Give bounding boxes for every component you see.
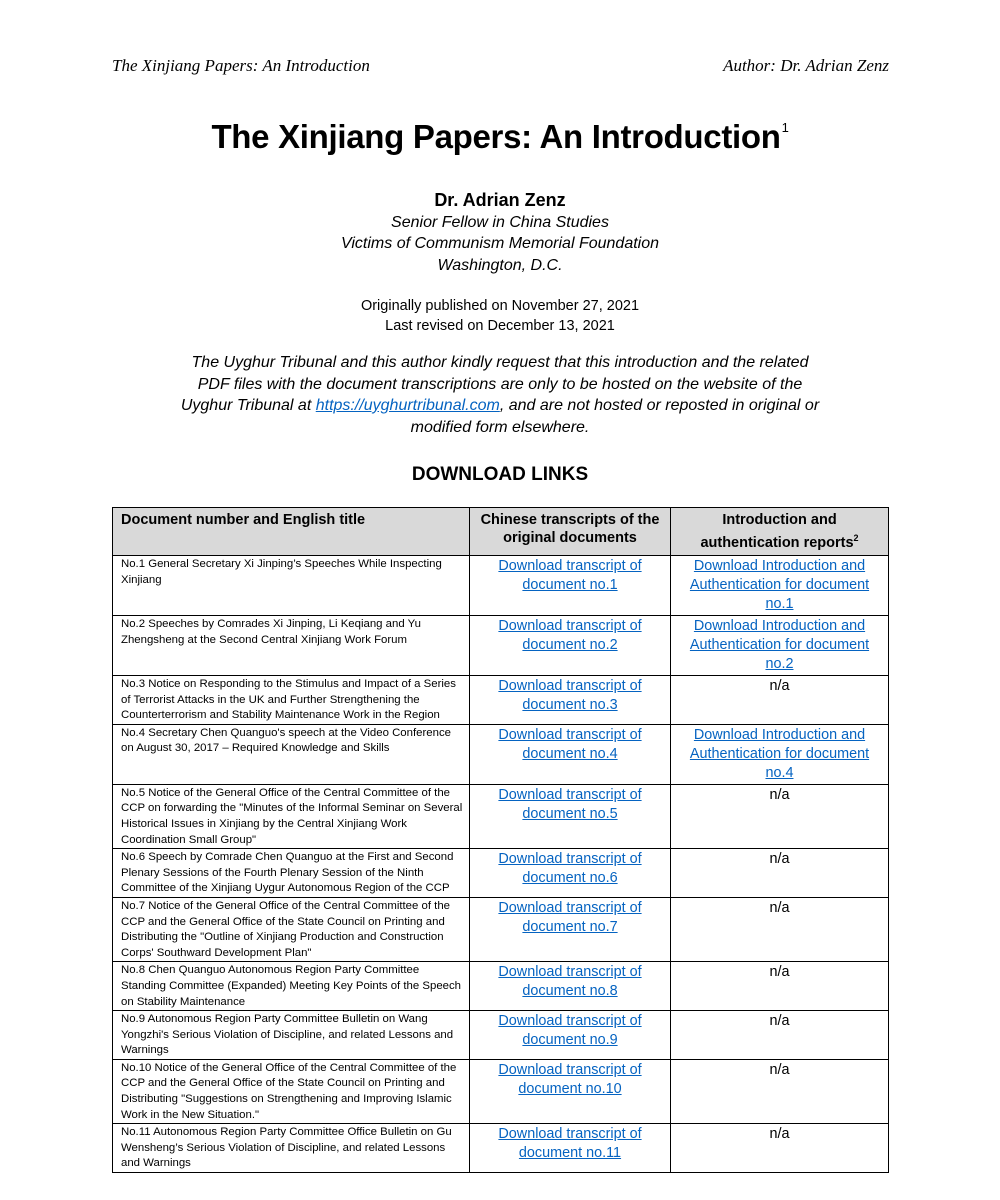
header-document-title (113, 508, 470, 556)
transcript-cell (470, 897, 671, 961)
notice-text-after: , and are not hosted or reposted in original or modified form elsewhere. (410, 397, 820, 436)
report-not-available: n/a (769, 964, 790, 981)
report-not-available: n/a (769, 899, 790, 916)
download-transcript-link[interactable]: Download transcript of document no.8 (498, 964, 642, 1000)
download-transcript-link[interactable]: Download transcript of document no.1 (498, 558, 642, 593)
transcript-cell (470, 784, 671, 848)
download-links-heading: DOWNLOAD LINKS (411, 464, 589, 485)
publication-dates (0, 296, 1000, 336)
download-transcript-link[interactable]: Download transcript of document no.11 (498, 1126, 642, 1162)
table-row (113, 897, 889, 961)
document-title-cell: No.6 Speech by Comrade Chen Quanguo at the First and Second Plenary Sessions of the Fourth Plenary Session of the Ninth Committee of the Xinjiang Uygur Autonomous Region of the CCP (113, 849, 470, 898)
running-header-left: The Xinjiang Papers: An Introduction (112, 56, 370, 75)
document-title-cell: No.2 Speeches by Comrades Xi Jinping, Li Keqiang and Yu Zhengsheng at the Second Central Xinjiang Work Forum (113, 616, 470, 676)
report-cell (671, 1011, 889, 1060)
running-header (112, 56, 889, 76)
report-not-available: n/a (769, 786, 790, 803)
download-transcript-link[interactable]: Download transcript of document no.2 (498, 618, 642, 653)
table-row (113, 1011, 889, 1060)
download-report-link[interactable]: Download Introduction and Authentication for document no.2 (689, 618, 870, 672)
published-date: Originally published on November 27, 2021 (360, 298, 640, 314)
table-row (113, 1059, 889, 1123)
document-title-text: The Xinjiang Papers: An Introduction (211, 118, 781, 155)
author-block (0, 190, 1000, 276)
header-transcripts-text: Chinese transcripts of the original documents (480, 512, 660, 546)
download-report-link[interactable]: Download Introduction and Authentication for document no.4 (689, 726, 870, 781)
table-row (113, 676, 889, 725)
report-not-available: n/a (769, 851, 790, 868)
document-title (0, 118, 1000, 156)
report-not-available: n/a (769, 678, 790, 694)
author-position: Senior Fellow in China Studies (391, 213, 609, 231)
table-row (113, 1124, 889, 1173)
table-row (113, 849, 889, 898)
header-reports-footnote[interactable]: 2 (853, 533, 859, 543)
table-row (113, 962, 889, 1011)
report-cell (671, 897, 889, 961)
document-title-cell: No.9 Autonomous Region Party Committee Bulletin on Wang Yongzhi's Serious Violation of Discipline, and related Lessons and Warnings (113, 1011, 470, 1060)
header-transcripts (470, 508, 671, 556)
table-row (113, 784, 889, 848)
header-document-title-text: Document number and English title (121, 512, 366, 528)
download-links-table (112, 507, 889, 1173)
document-title-cell: No.1 General Secretary Xi Jinping’s Speeches While Inspecting Xinjiang (113, 556, 470, 616)
download-transcript-link[interactable]: Download transcript of document no.10 (498, 1061, 642, 1097)
download-transcript-link[interactable]: Download transcript of document no.5 (498, 786, 642, 822)
transcript-cell (470, 1059, 671, 1123)
transcript-cell (470, 962, 671, 1011)
hosting-notice (180, 352, 820, 438)
document-title-cell: No.4 Secretary Chen Quanguo's speech at the Video Conference on August 30, 2017 – Required Knowledge and Skills (113, 724, 470, 784)
table-row (113, 724, 889, 784)
header-reports (671, 508, 889, 556)
transcript-cell (470, 1011, 671, 1060)
author-organization: Victims of Communism Memorial Foundation (340, 235, 660, 252)
report-cell (671, 849, 889, 898)
document-title-cell: No.11 Autonomous Region Party Committee Office Bulletin on Gu Wensheng’s Serious Violation of Discipline, and related Lessons and Warnings (113, 1124, 470, 1173)
table-row (113, 616, 889, 676)
author-name: Dr. Adrian Zenz (434, 190, 566, 210)
report-not-available: n/a (769, 1126, 790, 1143)
table-header-row (113, 508, 889, 556)
transcript-cell (470, 556, 671, 616)
transcript-cell (470, 616, 671, 676)
revised-date: Last revised on December 13, 2021 (385, 318, 615, 334)
header-reports-text: Introduction and authentication reports (700, 512, 854, 551)
transcript-cell (470, 724, 671, 784)
report-cell (671, 676, 889, 725)
document-title-cell: No.3 Notice on Responding to the Stimulus and Impact of a Series of Terrorist Attacks in the UK and Further Strengthening the Counterterrorism and Stability Maintenance Work in the Region (113, 676, 470, 725)
tribunal-website-link[interactable]: https://uyghurtribunal.com (315, 397, 500, 414)
running-header-right: Author: Dr. Adrian Zenz (723, 56, 889, 75)
report-cell (671, 724, 889, 784)
download-transcript-link[interactable]: Download transcript of document no.6 (498, 851, 642, 887)
report-cell (671, 1124, 889, 1173)
document-title-cell: No.8 Chen Quanguo Autonomous Region Party Committee Standing Committee (Expanded) Meeting Key Points of the Speech on Stability Maintenance (113, 962, 470, 1011)
report-cell (671, 556, 889, 616)
download-transcript-link[interactable]: Download transcript of document no.7 (498, 899, 642, 935)
transcript-cell (470, 1124, 671, 1173)
report-cell (671, 784, 889, 848)
download-transcript-link[interactable]: Download transcript of document no.3 (498, 678, 642, 713)
download-transcript-link[interactable]: Download transcript of document no.9 (498, 1013, 642, 1049)
title-footnote-marker[interactable]: 1 (781, 120, 789, 135)
notice-text-before: The Uyghur Tribunal and this author kindly request that this introduction and the related PDF files with the document transcriptions are only to be hosted on the website of the Uyghur Tribunal at (180, 354, 809, 414)
transcript-cell (470, 849, 671, 898)
document-title-cell: No.5 Notice of the General Office of the Central Committee of the CCP on forwarding the "Minutes of the Informal Seminar on Several Historical Issues in Xinjiang by the Central Xinjiang Work Coordination Small Group" (113, 784, 470, 848)
transcript-cell (470, 676, 671, 725)
report-cell (671, 1059, 889, 1123)
document-title-cell: No.10 Notice of the General Office of the Central Committee of the CCP and the General Office of the State Council on Printing and Distributing "Suggestions on Strengthening and Improving Islamic Work in the New Situation." (113, 1059, 470, 1123)
document-title-cell: No.7 Notice of the General Office of the Central Committee of the CCP and the General Office of the State Council on Printing and Distributing the "Outline of Xinjiang Production and Construction Corps' Southward Development Plan" (113, 897, 470, 961)
report-not-available: n/a (769, 1013, 790, 1030)
report-cell (671, 962, 889, 1011)
download-transcript-link[interactable]: Download transcript of document no.4 (498, 726, 642, 762)
table-row (113, 556, 889, 616)
report-cell (671, 616, 889, 676)
download-report-link[interactable]: Download Introduction and Authentication for document no.1 (689, 558, 870, 612)
author-location: Washington, D.C. (437, 256, 563, 274)
report-not-available: n/a (769, 1061, 790, 1078)
